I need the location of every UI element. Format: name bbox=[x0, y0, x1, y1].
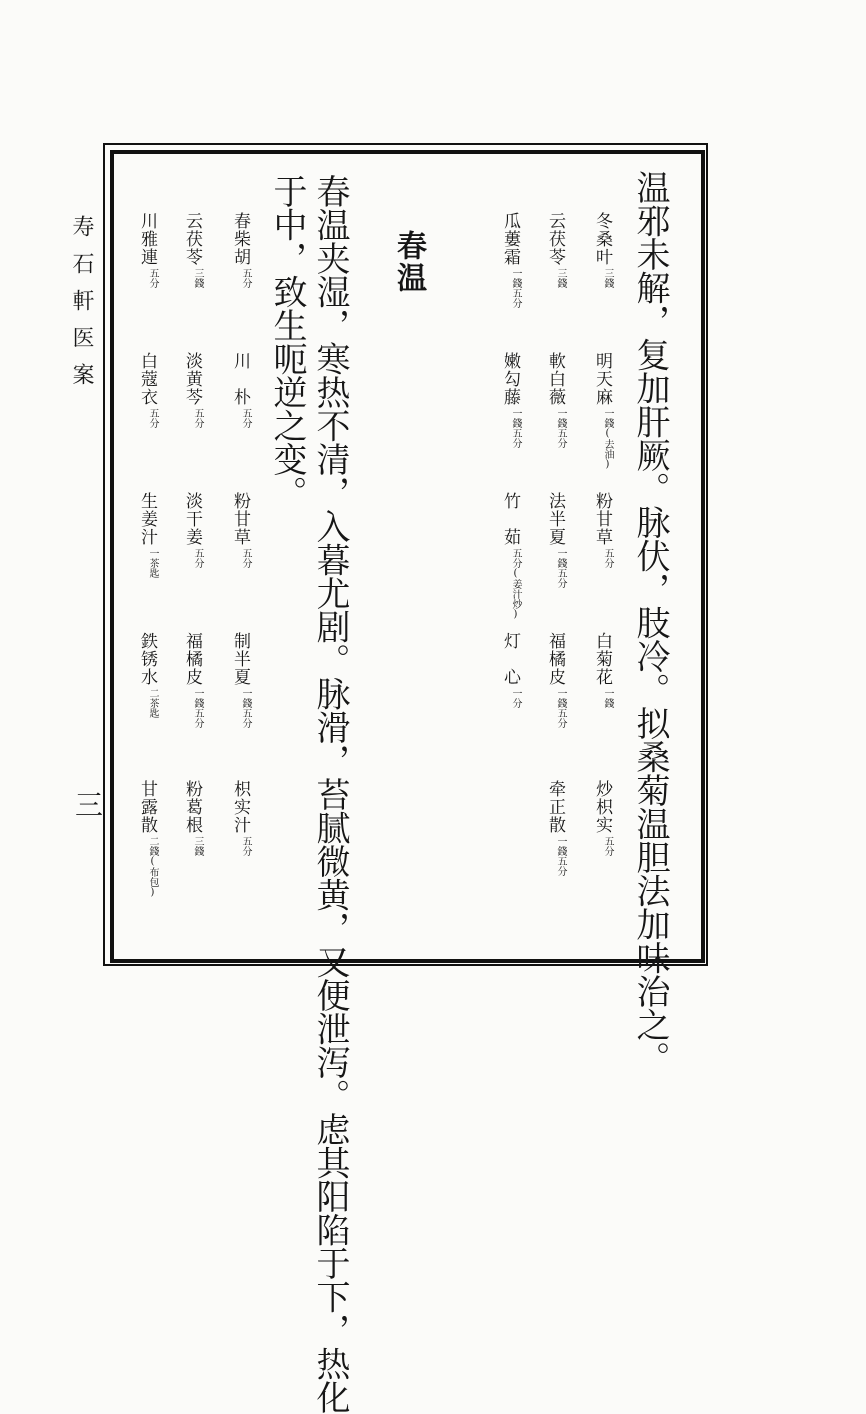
herb-dose bbox=[145, 836, 160, 898]
dose-text: 二錢 bbox=[147, 836, 158, 856]
herb-name: 嫩勾藤 bbox=[500, 352, 520, 406]
herb-item bbox=[180, 780, 205, 856]
herb-name: 云茯苓 bbox=[182, 212, 202, 266]
herb-dose bbox=[553, 548, 568, 588]
herb-item bbox=[180, 632, 205, 728]
herb-dose bbox=[553, 268, 568, 288]
herb-dose bbox=[238, 268, 253, 288]
dose-text: (布包) bbox=[147, 856, 158, 898]
dose-text: 五分 bbox=[147, 408, 158, 428]
herb-item bbox=[498, 212, 523, 308]
herb-item bbox=[590, 212, 615, 288]
herb-dose bbox=[600, 268, 615, 288]
dose-text: 三錢 bbox=[555, 268, 566, 288]
herb-item bbox=[543, 492, 568, 588]
herb-dose bbox=[508, 548, 523, 620]
dose-text: 五分 bbox=[192, 408, 203, 428]
herb-name: 灯 心 bbox=[500, 632, 520, 686]
herb-item bbox=[135, 632, 160, 718]
herb-name: 粉葛根 bbox=[182, 780, 202, 834]
herb-name: 炒枳实 bbox=[592, 780, 612, 834]
herb-name: 白蔻衣 bbox=[137, 352, 157, 406]
herb-name: 竹 茹 bbox=[500, 492, 520, 546]
herb-dose bbox=[190, 688, 205, 728]
herb-name: 瓜蔞霜 bbox=[500, 212, 520, 266]
herb-item bbox=[590, 780, 615, 856]
herb-name: 牵正散 bbox=[545, 780, 565, 834]
dose-text: 二茶匙 bbox=[147, 688, 158, 718]
herb-dose bbox=[238, 548, 253, 568]
dose-text: 一錢五分 bbox=[555, 548, 566, 588]
dose-text: 五分 bbox=[602, 548, 613, 568]
dose-text: 一錢五分 bbox=[192, 688, 203, 728]
dose-text: 五分 bbox=[240, 836, 251, 856]
herb-name: 春柴胡 bbox=[230, 212, 250, 266]
herb-name: 白菊花 bbox=[592, 632, 612, 686]
intro-line: 温邪未解，复加肝厥。脉伏，肢冷。拟桑菊温胆法加味治之。 bbox=[630, 170, 670, 1075]
herb-dose bbox=[190, 836, 205, 856]
herb-dose bbox=[553, 688, 568, 728]
dose-text: 一錢五分 bbox=[240, 688, 251, 728]
herb-dose bbox=[238, 408, 253, 428]
case-text-line-1: 春温夹湿，寒热不清，入暮尤剧。脉滑，苔腻微黄，又便泄泻。虑其阳陷于下，热化 bbox=[310, 174, 350, 1414]
herb-name: 粉甘草 bbox=[230, 492, 250, 546]
dose-text: 五分 bbox=[147, 268, 158, 288]
herb-dose bbox=[508, 408, 523, 448]
herb-dose bbox=[600, 548, 615, 568]
herb-dose bbox=[508, 268, 523, 308]
herb-name: 明天麻 bbox=[592, 352, 612, 406]
herb-item bbox=[228, 632, 253, 728]
herb-name: 軟白薇 bbox=[545, 352, 565, 406]
herb-name: 福橘皮 bbox=[182, 632, 202, 686]
herb-dose bbox=[145, 548, 160, 578]
herb-item bbox=[543, 780, 568, 876]
herb-name: 枳实汁 bbox=[230, 780, 250, 834]
herb-name: 淡干姜 bbox=[182, 492, 202, 546]
herb-dose bbox=[190, 548, 205, 568]
herb-dose bbox=[553, 408, 568, 448]
herb-name: 粉甘草 bbox=[592, 492, 612, 546]
herb-item bbox=[228, 492, 253, 568]
section-heading: 春温 bbox=[391, 230, 426, 294]
herb-item bbox=[543, 352, 568, 448]
dose-text: 一錢五分 bbox=[510, 268, 521, 308]
dose-text: 五分 bbox=[240, 268, 251, 288]
herb-name: 淡黄芩 bbox=[182, 352, 202, 406]
herb-item bbox=[590, 352, 615, 470]
herb-dose bbox=[600, 688, 615, 708]
dose-text: 五分 bbox=[602, 836, 613, 856]
page-number: 三 bbox=[71, 790, 104, 818]
herb-dose bbox=[238, 688, 253, 728]
herb-name: 制半夏 bbox=[230, 632, 250, 686]
case-text-line-2: 于中，致生呃逆之变。 bbox=[267, 174, 307, 509]
herb-dose bbox=[600, 836, 615, 856]
dose-text: 五分 bbox=[240, 408, 251, 428]
dose-text: 一錢 bbox=[602, 688, 613, 708]
herb-dose bbox=[145, 688, 160, 718]
dose-text: 三錢 bbox=[192, 836, 203, 856]
dose-text: 五分 bbox=[240, 548, 251, 568]
herb-item bbox=[180, 212, 205, 288]
herb-dose bbox=[145, 268, 160, 288]
dose-text: 一錢五分 bbox=[555, 688, 566, 728]
dose-text: 一錢 bbox=[602, 408, 613, 428]
herb-item bbox=[180, 352, 205, 428]
herb-dose bbox=[190, 268, 205, 288]
herb-item bbox=[135, 780, 160, 898]
herb-name: 川雅連 bbox=[137, 212, 157, 266]
herb-item bbox=[590, 632, 615, 708]
herb-name: 生姜汁 bbox=[137, 492, 157, 546]
herb-name: 甘露散 bbox=[137, 780, 157, 834]
herb-dose bbox=[553, 836, 568, 876]
herb-dose bbox=[145, 408, 160, 428]
herb-item bbox=[498, 492, 523, 620]
herb-name: 川 朴 bbox=[230, 352, 250, 406]
herb-item bbox=[590, 492, 615, 568]
dose-text: 一茶匙 bbox=[147, 548, 158, 578]
dose-text: (去油) bbox=[602, 428, 613, 470]
herb-item bbox=[135, 492, 160, 578]
herb-name: 福橘皮 bbox=[545, 632, 565, 686]
herb-item bbox=[543, 212, 568, 288]
dose-text: 一錢五分 bbox=[510, 408, 521, 448]
herb-item bbox=[135, 352, 160, 428]
herb-dose bbox=[190, 408, 205, 428]
herb-name: 冬桑叶 bbox=[592, 212, 612, 266]
herb-item bbox=[543, 632, 568, 728]
herb-dose bbox=[508, 688, 523, 708]
herb-item bbox=[498, 352, 523, 448]
dose-text: 五分 bbox=[192, 548, 203, 568]
herb-name: 云茯苓 bbox=[545, 212, 565, 266]
herb-dose bbox=[600, 408, 615, 470]
dose-text: 三錢 bbox=[602, 268, 613, 288]
dose-text: 一分 bbox=[510, 688, 521, 708]
herb-item bbox=[228, 780, 253, 856]
herb-name: 鉄锈水 bbox=[137, 632, 157, 686]
herb-item bbox=[228, 352, 253, 428]
dose-text: 五分 bbox=[510, 548, 521, 568]
dose-text: 一錢五分 bbox=[555, 836, 566, 876]
dose-text: 三錢 bbox=[192, 268, 203, 288]
herb-dose bbox=[238, 836, 253, 856]
dose-text: 一錢五分 bbox=[555, 408, 566, 448]
herb-item bbox=[135, 212, 160, 288]
herb-item bbox=[498, 632, 523, 708]
herb-name: 法半夏 bbox=[545, 492, 565, 546]
herb-item bbox=[228, 212, 253, 288]
book-title: 寿石軒医案 bbox=[69, 215, 94, 400]
herb-item bbox=[180, 492, 205, 568]
dose-text: (姜汁炒) bbox=[510, 568, 521, 620]
